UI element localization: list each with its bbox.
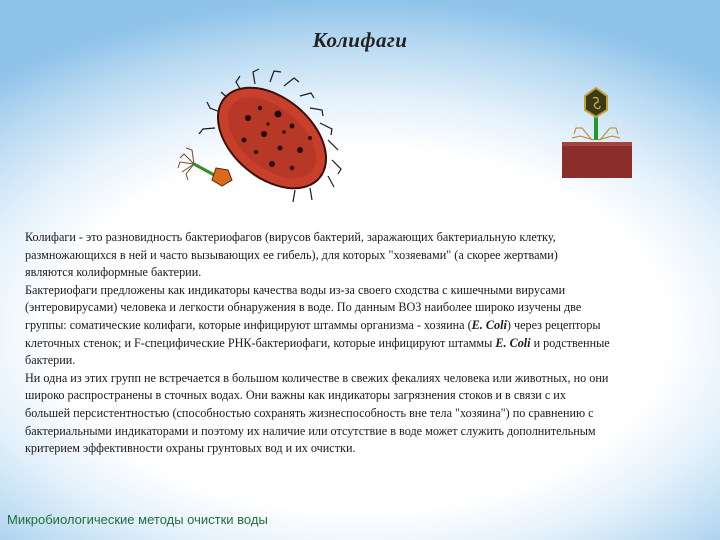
paragraph-definition	[25, 229, 695, 282]
text-line: Колифаги - это разновидность бактериофагов (вирусов бактерий, заражающих бактериальную клетку,	[25, 230, 556, 244]
text-line: (энтеровирусами) человека и легкости обнаружения в воде. По данным ВОЗ наиболее широко изучены две	[25, 300, 582, 315]
text-line: бактериальными индикаторами и поэтому их наличие или отсутствие в воде может служить дополнительным	[25, 423, 596, 438]
text-line: клеточных стенок; и F-специфические РНК-бактериофаги, которые инфицируют штаммы	[25, 335, 496, 350]
species-name: E. Coli	[495, 335, 531, 350]
text-line: бактерии.	[25, 353, 76, 368]
species-name: E. Coli	[471, 317, 507, 332]
body-text	[25, 229, 695, 458]
text-line: и родственные	[530, 335, 610, 350]
text-line: Ни одна из этих групп не встречается в большом количестве в свежих фекалиях человека или животных, но они	[25, 370, 609, 385]
text-line: группы: соматические колифаги, которые инфицируют штаммы организма - хозяина (	[25, 317, 472, 332]
paragraph-occurrence	[25, 370, 695, 458]
phage-illustration	[556, 84, 638, 180]
text-line: большей персистентностью (способностью сохранять жизнеспособность вне тела "хозяина") по сравнению с	[25, 405, 594, 420]
slide-title: Колифаги	[312, 28, 408, 52]
text-line: размножающихся в ней и часто вызывающих ее гибель), для которых "хозяевами" (а скорее жертвами)	[25, 247, 558, 262]
text-line: являются колиформные бактерии.	[25, 265, 202, 280]
text-line: критерием эффективности охраны грунтовых вод и их очистки.	[25, 441, 356, 456]
text-line: ) через рецепторы	[506, 317, 601, 332]
bacterium-illustration	[160, 68, 380, 208]
text-line: Бактериофаги предложены как индикаторы качества воды из-за своего сходства с кишечными вирусами	[25, 282, 566, 297]
slide-footer: Микробиологические методы очистки воды	[7, 512, 268, 527]
text-line: широко распространены в сточных водах. Они важны как индикаторы загрязнения стоков и в связи с их	[25, 388, 566, 403]
paragraph-indicators	[25, 282, 695, 370]
